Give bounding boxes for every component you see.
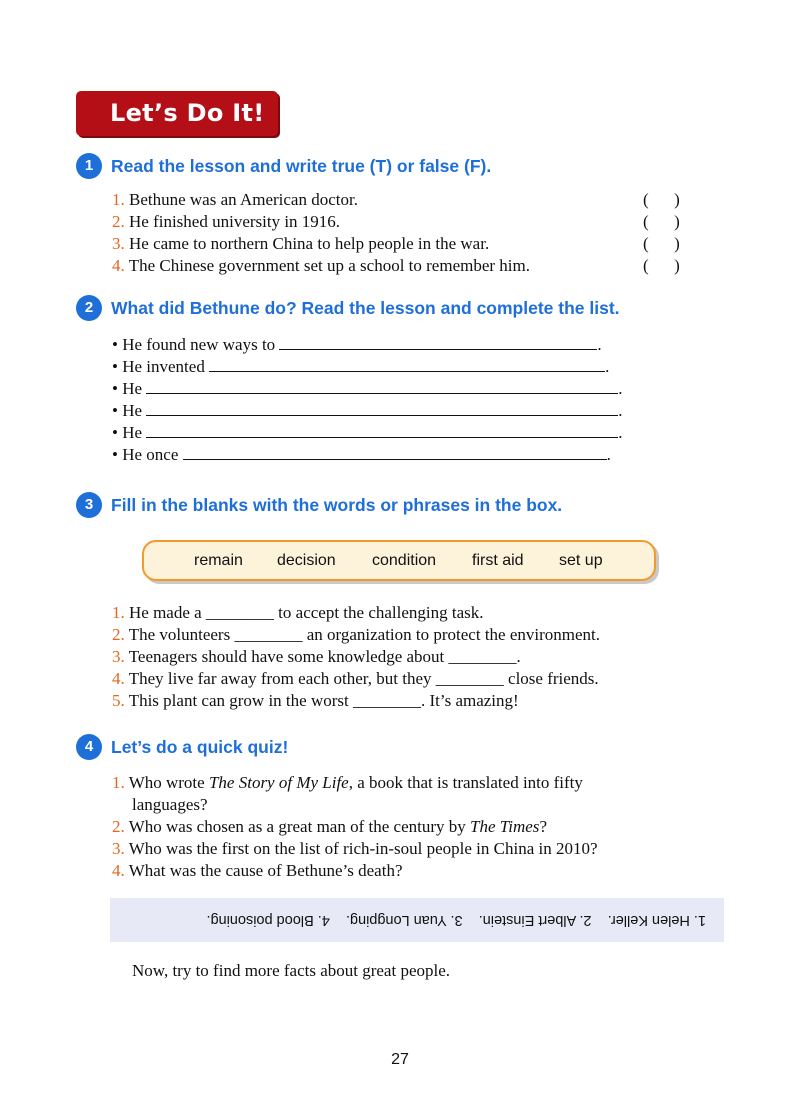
section-3-heading bbox=[76, 492, 562, 518]
section-2-title: What did Bethune do? Read the lesson and complete the list. bbox=[111, 298, 620, 318]
word-box bbox=[142, 540, 656, 581]
lets-do-it-banner: Let’s Do It! bbox=[76, 91, 278, 136]
page-number: 27 bbox=[391, 1051, 409, 1068]
s1-item-3: 3. He came to northern China to help people in the war. bbox=[112, 234, 490, 253]
s2-item-5: • He . bbox=[112, 423, 623, 442]
s2-item-2: • He invented . bbox=[112, 357, 610, 376]
s3-item-3: 3. Teenagers should have some knowledge about ________. bbox=[112, 647, 521, 666]
word-condition: condition bbox=[372, 552, 437, 569]
section-2-number: 2 bbox=[76, 295, 102, 321]
s2-item-6: • He once . bbox=[112, 445, 611, 464]
quiz-question-1: 1. Who wrote The Story of My Life, a book that is translated into fifty bbox=[112, 773, 583, 792]
s1-answer-paren-2[interactable]: ( ) bbox=[643, 212, 680, 231]
quiz-question-3: 3. Who was the first on the list of rich-in-soul people in China in 2010? bbox=[112, 839, 598, 858]
s3-item-2: 2. The volunteers ________ an organization to protect the environment. bbox=[112, 625, 601, 644]
s2-blank-2[interactable] bbox=[209, 356, 605, 372]
s1-answer-paren-1[interactable]: ( ) bbox=[643, 190, 680, 209]
s2-item-3: • He . bbox=[112, 379, 623, 398]
word-first-aid: first aid bbox=[472, 552, 524, 569]
quiz-question-2: 2. Who was chosen as a great man of the century by The Times? bbox=[112, 817, 547, 836]
s2-blank-3[interactable] bbox=[146, 378, 618, 394]
s2-blank-1[interactable] bbox=[279, 334, 597, 350]
section-3-title: Fill in the blanks with the words or phrases in the box. bbox=[111, 495, 563, 515]
s3-item-1: 1. He made a ________ to accept the challenging task. bbox=[112, 603, 484, 622]
section-1-title: Read the lesson and write true (T) or false (F). bbox=[111, 156, 492, 176]
word-remain: remain bbox=[194, 552, 243, 569]
quiz-answers-upside-down: 1. Helen Keller. 2. Albert Einstein. 3. Yuan Longping. 4. Blood poisoning. bbox=[206, 912, 706, 928]
word-set-up: set up bbox=[559, 552, 603, 569]
section-2-heading bbox=[76, 295, 620, 321]
word-decision: decision bbox=[277, 552, 336, 569]
s3-item-4: 4. They live far away from each other, but they ________ close friends. bbox=[112, 669, 599, 688]
closing-sentence: Now, try to find more facts about great people. bbox=[132, 961, 451, 980]
section-3-number: 3 bbox=[76, 492, 102, 518]
s1-answer-paren-4[interactable]: ( ) bbox=[643, 256, 680, 275]
s1-item-2: 2. He finished university in 1916. bbox=[112, 212, 341, 231]
s3-item-5: 5. This plant can grow in the worst ________. It’s amazing! bbox=[112, 691, 519, 710]
s2-item-1: • He found new ways to . bbox=[112, 335, 602, 354]
s2-blank-6[interactable] bbox=[183, 444, 607, 460]
section-1-heading bbox=[76, 153, 491, 179]
s1-item-1: 1. Bethune was an American doctor. bbox=[112, 190, 358, 209]
s1-answer-paren-3[interactable]: ( ) bbox=[643, 234, 680, 253]
section-4-number: 4 bbox=[76, 734, 102, 760]
quiz-question-1-continued: languages? bbox=[132, 795, 208, 814]
s1-item-4: 4. The Chinese government set up a school to remember him. bbox=[112, 256, 530, 275]
section-4-title: Let’s do a quick quiz! bbox=[111, 737, 289, 757]
s2-item-4: • He . bbox=[112, 401, 623, 420]
s2-blank-5[interactable] bbox=[146, 422, 618, 438]
quiz-question-4: 4. What was the cause of Bethune’s death? bbox=[112, 861, 403, 880]
quiz-answer-bar bbox=[110, 898, 724, 942]
section-1-number: 1 bbox=[76, 153, 102, 179]
s2-blank-4[interactable] bbox=[146, 400, 618, 416]
section-4-heading bbox=[76, 734, 288, 760]
